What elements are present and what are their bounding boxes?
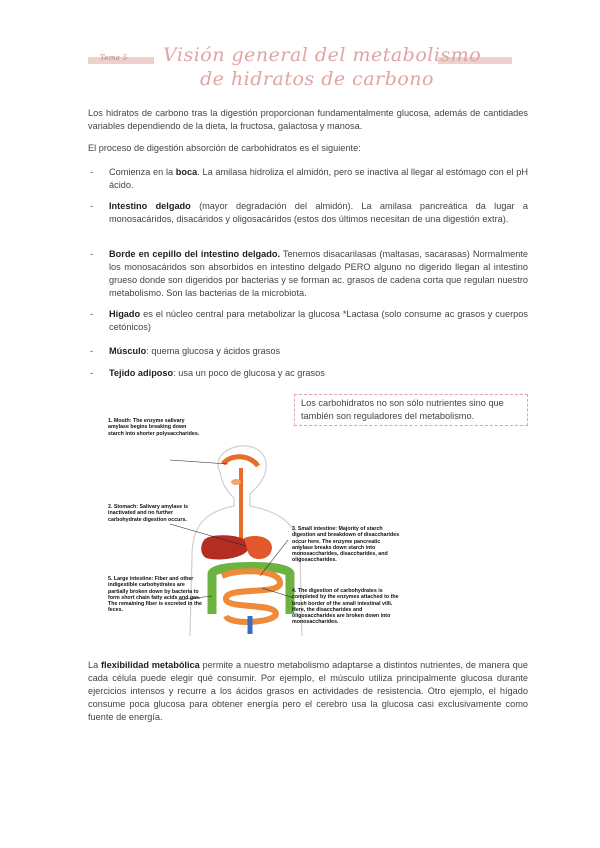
tema-badge: Tema 5 [100,54,128,62]
label-large-intestine: 5. Large intestine: Fiber and other indigestible carbohydrates are partially broken down by bacteria to form short chain fatty acids and gas. The remaining fiber is excreted in the feces. [108,576,202,614]
digestive-system-diagram [100,418,420,636]
list-dash: - [90,309,94,319]
process-intro: El proceso de digestión absorción de carbohidratos es el siguiente: [88,143,361,153]
label-stomach: 2. Stomach: Salivary amylase is inactivated and no further carbohydrate digestion occurs. [108,504,189,523]
mouth-shape [223,457,258,466]
label-brush-border: 4. The digestion of carbohydrates is completed by the enzymes attached to the brush border of the small intestinal villi. Here, the disaccharides and oligosaccharides are broken down into monosaccharides. [292,588,399,626]
list-dash: - [90,167,94,177]
label-mouth: 1. Mouth: The enzyme salivary amylase begins breaking down starch into shorter polysaccharides. [108,418,200,437]
salivary-gland [231,479,241,485]
stomach-shape [244,536,272,559]
small-intestine-shape [222,571,280,622]
list-dash: - [90,201,94,211]
page-title-line1: Visión general del metabolismo [163,44,482,66]
final-paragraph: La flexibilidad metabólica permite a nuestro metabolismo adaptarse a distintos nutrientes, de manera que cada célula puede elegir qué consumir. Por ejemplo, el músculo utiliza principalmente glucosa durante ejercicios intensos y recurre a los ácidos grasos en actividades de resistencia. Otro ejemplo, el hígado consume poca glucosa para obtener energía pero el cerebro usa la glucosa casi exclusivamente como fuente de energía. [88,660,528,722]
page-title-line2: de hidratos de carbono [200,68,434,90]
list-dash: - [90,368,94,378]
label-small-intestine: 3. Small intestine: Majority of starch digestion and breakdown of disaccharides occur here. The enzyme pancreatic amylase breaks down starch into monosaccharides, disaccharides, and oligosaccharides. [292,526,400,564]
list-dash: - [90,249,94,259]
note-box: Los carbohidratos no son sólo nutrientes sino que también son reguladores del metabolismo. [294,394,528,426]
liver-shape [201,535,250,559]
intro-paragraph: Los hidratos de carbono tras la digestión proporcionan fundamentalmente glucosa, además de cantidades variables dependiendo de la dieta, la fructosa, galactosa y manosa. [88,108,528,131]
list-dash: - [90,346,94,356]
